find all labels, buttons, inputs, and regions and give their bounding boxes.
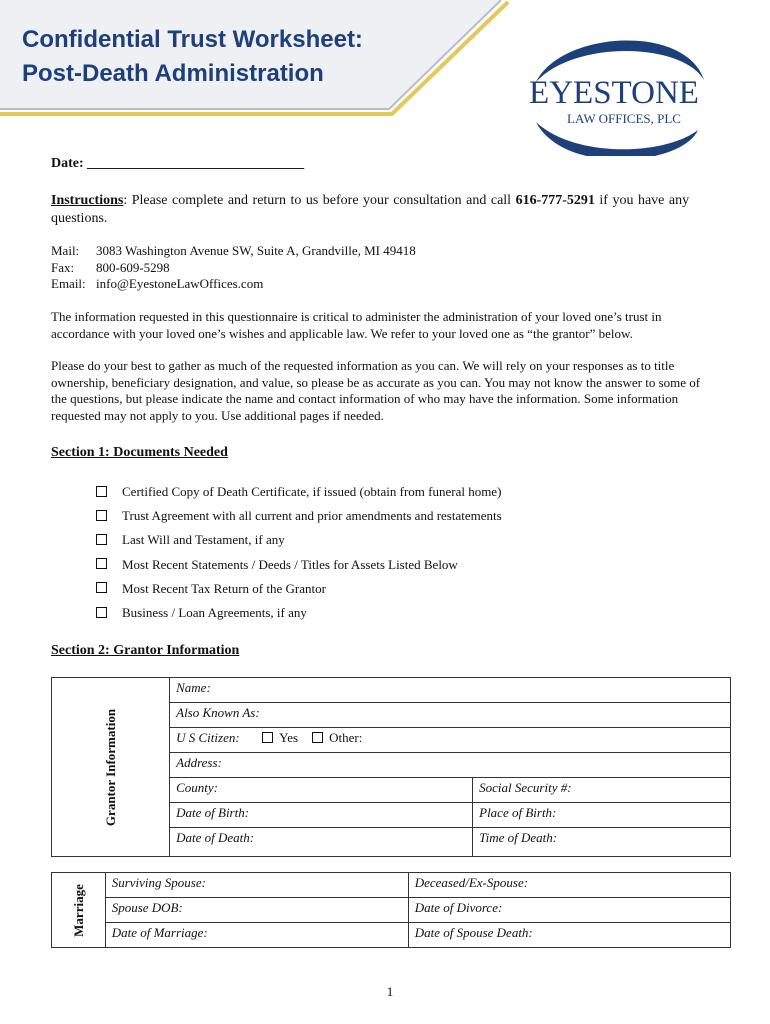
dob-field[interactable]: Date of Birth: bbox=[170, 803, 473, 828]
yes-checkbox-icon[interactable] bbox=[262, 732, 273, 743]
checklist-item[interactable] bbox=[96, 553, 502, 577]
checklist-item-label: Most Recent Statements / Deeds / Titles for Assets Listed Below bbox=[122, 556, 458, 572]
checklist-item-label: Certified Copy of Death Certificate, if issued (obtain from funeral home) bbox=[122, 484, 502, 499]
checkbox-icon[interactable] bbox=[96, 558, 107, 569]
checkbox-icon[interactable] bbox=[96, 534, 107, 545]
fax-value: 800-609-5298 bbox=[96, 259, 170, 275]
instructions bbox=[51, 192, 696, 228]
checklist-item[interactable] bbox=[96, 601, 502, 625]
email-label: Email: bbox=[51, 276, 86, 291]
contact-block bbox=[51, 243, 416, 293]
divorce-date-field[interactable]: Date of Divorce: bbox=[408, 898, 730, 923]
email-value[interactable]: info@EyestoneLawOffices.com bbox=[96, 276, 264, 291]
section-2-heading: Section 2: Grantor Information bbox=[51, 643, 240, 658]
documents-checklist bbox=[96, 480, 502, 625]
other-checkbox-icon[interactable] bbox=[312, 732, 323, 743]
checkbox-icon[interactable] bbox=[96, 607, 107, 618]
checklist-item-label: Business / Loan Agreements, if any bbox=[122, 605, 307, 621]
dod-field[interactable]: Date of Death: bbox=[170, 828, 473, 857]
mail-label: Mail: bbox=[51, 243, 80, 258]
marriage-side-label: Marriage bbox=[70, 883, 86, 937]
fax-label: Fax: bbox=[51, 259, 75, 275]
checklist-item-label: Trust Agreement with all current and prior amendments and restatements bbox=[122, 508, 502, 524]
yes-label: Yes bbox=[279, 730, 299, 745]
citizen-field bbox=[170, 728, 731, 753]
instructions-phone: 616-777-5291 bbox=[515, 193, 595, 208]
citizen-label: U S Citizen: bbox=[176, 730, 240, 745]
checkbox-icon[interactable] bbox=[96, 510, 107, 521]
checklist-item[interactable] bbox=[96, 504, 502, 528]
marriage-date-field[interactable]: Date of Marriage: bbox=[105, 923, 408, 948]
checklist-item[interactable] bbox=[96, 528, 502, 552]
checklist-item-label: Last Will and Testament, if any bbox=[122, 532, 285, 548]
other-label: Other: bbox=[329, 730, 363, 745]
name-field[interactable]: Name: bbox=[170, 678, 731, 703]
checkbox-icon[interactable] bbox=[96, 582, 107, 593]
logo-main-text: EYESTONE bbox=[529, 75, 699, 111]
checkbox-icon[interactable] bbox=[96, 486, 107, 497]
grantor-side-label-cell bbox=[52, 678, 170, 857]
instructions-text-before: : Please complete and return to us before your consultation and call bbox=[123, 193, 516, 208]
date-line bbox=[51, 156, 304, 172]
title-line-2: Post-Death Administration bbox=[22, 60, 324, 87]
mail-value: 3083 Washington Avenue SW, Suite A, Grandville, MI 49418 bbox=[96, 243, 416, 258]
tod-field[interactable]: Time of Death: bbox=[473, 828, 731, 857]
grantor-side-label: Grantor Information bbox=[103, 708, 119, 826]
paragraph-intro: The information requested in this questionnaire is critical to administer the administration of your loved one’s trust in accordance with your loved one’s wishes and applicable law. We refer to your loved one as “the grantor” below. bbox=[51, 309, 662, 341]
spouse-death-date-field[interactable]: Date of Spouse Death: bbox=[408, 923, 730, 948]
marriage-table bbox=[51, 872, 731, 948]
paragraph-guidance: Please do your best to gather as much of the requested information as you can. We will rely on your responses as to title ownership, beneficiary designation, and value, so please be as accurate as you can. You may not know the answer to some of the questions, but please indicate the name and contact information of who may have the information. Some information requested may not apply to you. Use additional pages if needed. bbox=[51, 358, 701, 423]
title-line-1: Confidential Trust Worksheet: bbox=[22, 26, 363, 53]
grantor-table bbox=[51, 677, 731, 857]
instructions-label: Instructions bbox=[51, 193, 124, 208]
surviving-spouse-field[interactable]: Surviving Spouse: bbox=[105, 873, 408, 898]
checklist-item[interactable] bbox=[96, 577, 502, 601]
date-label: Date: bbox=[51, 156, 84, 171]
instructions-text-after: if you have any questions. bbox=[51, 193, 690, 226]
ssn-field[interactable]: Social Security #: bbox=[473, 778, 731, 803]
marriage-side-label-cell bbox=[52, 873, 106, 948]
checklist-item[interactable] bbox=[96, 480, 502, 504]
spouse-dob-field[interactable]: Spouse DOB: bbox=[105, 898, 408, 923]
deceased-spouse-field[interactable]: Deceased/Ex-Spouse: bbox=[408, 873, 730, 898]
section-1-heading: Section 1: Documents Needed bbox=[51, 445, 228, 460]
checklist-item-label: Most Recent Tax Return of the Grantor bbox=[122, 580, 326, 596]
aka-field[interactable]: Also Known As: bbox=[170, 703, 731, 728]
logo bbox=[514, 26, 714, 156]
pob-field[interactable]: Place of Birth: bbox=[473, 803, 731, 828]
county-field[interactable]: County: bbox=[170, 778, 473, 803]
page-title bbox=[22, 23, 363, 91]
page-number: 1 bbox=[386, 984, 394, 999]
date-input[interactable]: _______________________________ bbox=[87, 156, 305, 171]
logo-sub-text: LAW OFFICES, PLC bbox=[567, 111, 681, 126]
address-field[interactable]: Address: bbox=[170, 753, 731, 778]
